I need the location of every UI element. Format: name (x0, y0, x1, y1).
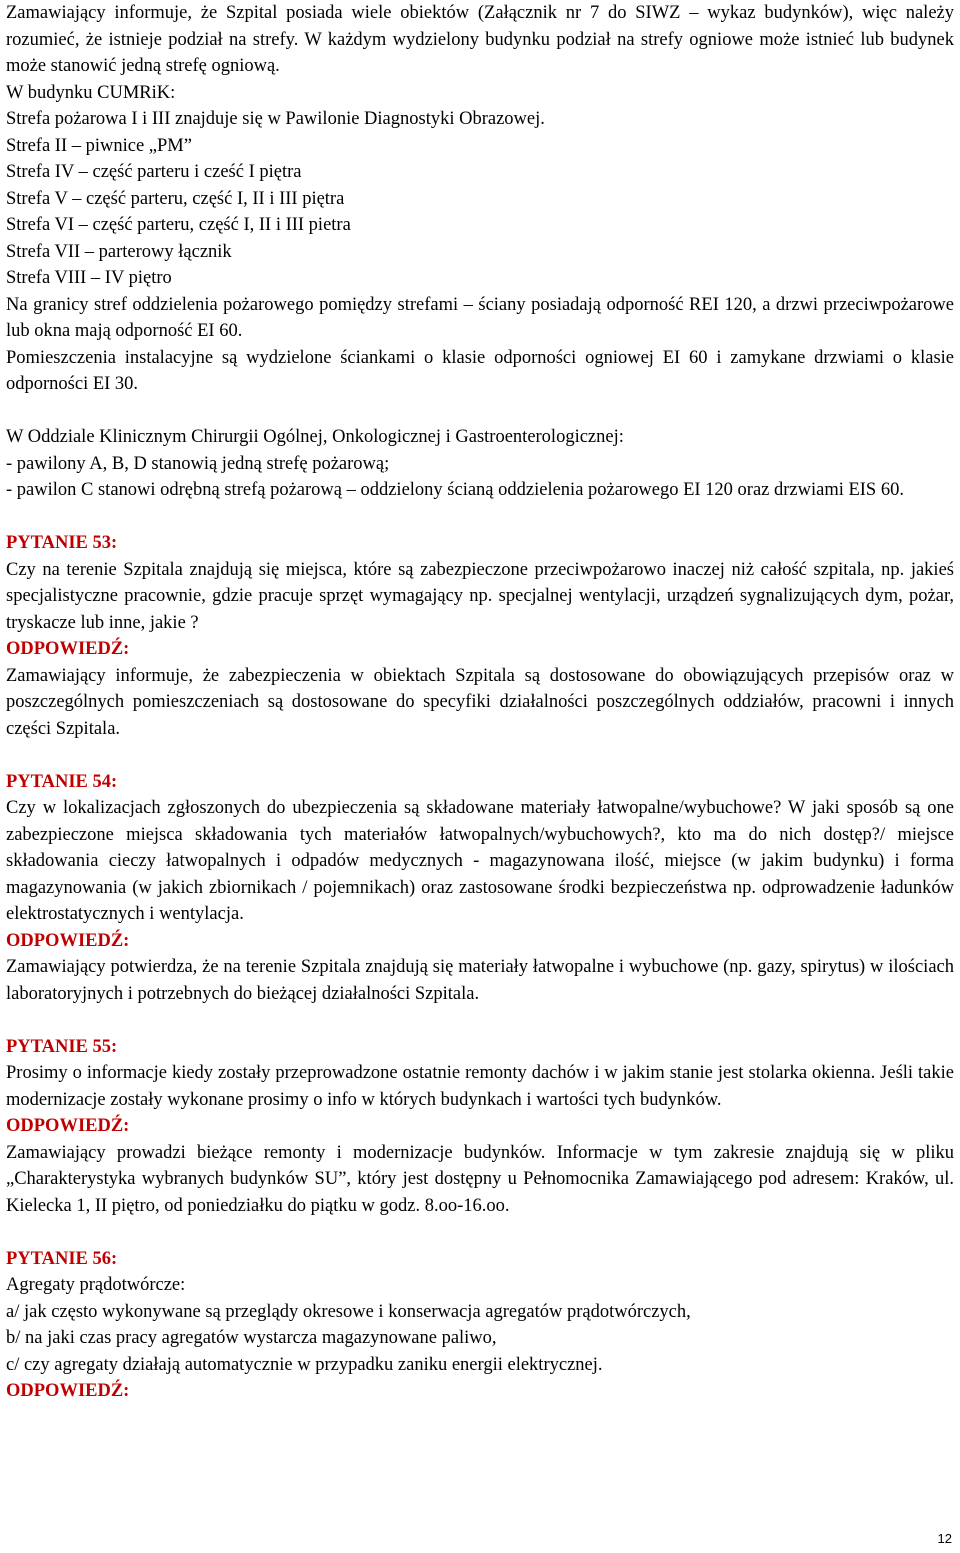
answer-54-text: Zamawiający potwierdza, że na terenie Szpitala znajdują się materiały łatwopalne i wybuchowe (np. gazy, spirytus) w ilościach laboratoryjnych i potrzebnych do bieżącej działalności Szpitala. (6, 957, 954, 1004)
zone-line: Strefa IV – część parteru i cześć I piętra (6, 162, 302, 182)
zone-line: Strefa VI – część parteru, część I, II i III pietra (6, 215, 351, 235)
question-56-title: PYTANIE 56: (6, 1248, 118, 1269)
answer-53-label: ODPOWIEDŹ: (6, 639, 130, 659)
zone-line: Strefa VIII – IV piętro (6, 268, 172, 288)
answer-55-text: Zamawiający prowadzi bieżące remonty i modernizacje budynków. Informacje w tym zakresie znajdują się w pliku „Charakterystyka wybranych budynków SU”, który jest dostępny u Pełnomocnika Zamawiającego pod adresem: Kraków, ul. Kielecka 1, II piętro, od poniedziałku do piątku w godz. 8.oo-16.oo. (6, 1142, 954, 1216)
question-55-title: PYTANIE 55: (6, 1036, 118, 1057)
department-line: W Oddziale Klinicznym Chirurgii Ogólnej, Onkologicznej i Gastroenterologicznej: (6, 427, 624, 447)
question-56-line: Agregaty prądotwórcze: (6, 1275, 186, 1295)
document-page (6, 0, 954, 1405)
question-56-line: a/ jak często wykonywane są przeglądy okresowe i konserwacja agregatów prądotwórczych, (6, 1301, 691, 1322)
zone-line: Strefa pożarowa I i III znajduje się w Pawilonie Diagnostyki Obrazowej. (6, 109, 545, 129)
spacer (6, 1219, 954, 1246)
question-55-text: Prosimy o informacje kiedy zostały przeprowadzone ostatnie remonty dachów i w jakim stanie jest stolarka okienna. Jeśli takie modernizacje zostały wykonane prosimy o info w których budynkach i wartości tych budynków. (6, 1063, 954, 1110)
spacer (6, 398, 954, 425)
zone-line: Strefa V – część parteru, część I, II i III piętra (6, 188, 345, 209)
answer-53-text: Zamawiający informuje, że zabezpieczenia w obiektach Szpitala są dostosowane do obowiązujących przepisów oraz w poszczególnych pomieszczeniach są dostosowane do specyfiki działalności poszczególnych oddziałów, pracowni i innych części Szpitala. (6, 665, 954, 739)
question-54-title: PYTANIE 54: (6, 771, 118, 792)
department-line: - pawilony A, B, D stanowią jedną strefę pożarową; (6, 453, 390, 474)
answer-55-label: ODPOWIEDŹ: (6, 1116, 130, 1136)
fire-separation-paragraph: Na granicy stref oddzielenia pożarowego pomiędzy strefami – ściany posiadają odporność REI 120, a drzwi przeciwpożarowe lub okna mają odporność EI 60. (6, 294, 954, 341)
zone-line: Strefa VII – parterowy łącznik (6, 241, 232, 262)
zone-line: Strefa II – piwnice „PM” (6, 135, 192, 156)
spacer (6, 1007, 954, 1034)
spacer (6, 742, 954, 769)
question-53-title: PYTANIE 53: (6, 533, 118, 553)
intro-paragraph: Zamawiający informuje, że Szpital posiada wiele obiektów (Załącznik nr 7 do SIWZ – wykaz budynków), więc należy rozumieć, że istnieje podział na strefy. W każdym wydzielony budynku podział na strefy ogniowe może istnieć lub budynek może stanowić jedną strefę ogniową. (6, 3, 954, 76)
spacer (6, 504, 954, 531)
question-54-text: Czy w lokalizacjach zgłoszonych do ubezpieczenia są składowane materiały łatwopalne/wybuchowe? W jaki sposób są one zabezpieczone miejsca składowania tych materiałów łatwopalnych/wybuchowych?, kto ma do nich dostęp?/ miejsce składowania cieczy łatwopalnych i odpadów medycznych - magazynowana ilość, miejsce (w jakim budynku) i forma magazynowania (w jakich zbiornikach / pojemnikach) oraz zastosowane środki bezpieczeństwa np. odprowadzenie ładunków elektrostatycznych i wentylacja. (6, 798, 954, 924)
page-number: 12 (937, 1531, 952, 1546)
answer-54-label: ODPOWIEDŹ: (6, 930, 130, 951)
question-56-line: b/ na jaki czas pracy agregatów wystarcza magazynowane paliwo, (6, 1328, 497, 1348)
question-56-line: c/ czy agregaty działają automatycznie w przypadku zaniku energii elektrycznej. (6, 1354, 603, 1375)
question-53-text: Czy na terenie Szpitala znajdują się miejsca, które są zabezpieczone przeciwpożarowo inaczej niż całość szpitala, np. jakieś specjalistyczne pracownie, gdzie pracuje sprzęt wymagający np. specjalnej wentylacji, urządzeń sygnalizujących dym, pożar, tryskacze lub inne, jakie ? (6, 559, 954, 633)
answer-56-label: ODPOWIEDŹ: (6, 1381, 130, 1401)
installation-rooms-paragraph: Pomieszczenia instalacyjne są wydzielone ściankami o klasie odporności ogniowej EI 60 i zamykane drzwiami o klasie odporności EI 30. (6, 347, 954, 394)
building-line: W budynku CUMRiK: (6, 82, 176, 103)
department-line: - pawilon C stanowi odrębną strefą pożarową – oddzielony ścianą oddzielenia pożarowego EI 120 oraz drzwiami EIS 60. (6, 480, 904, 500)
